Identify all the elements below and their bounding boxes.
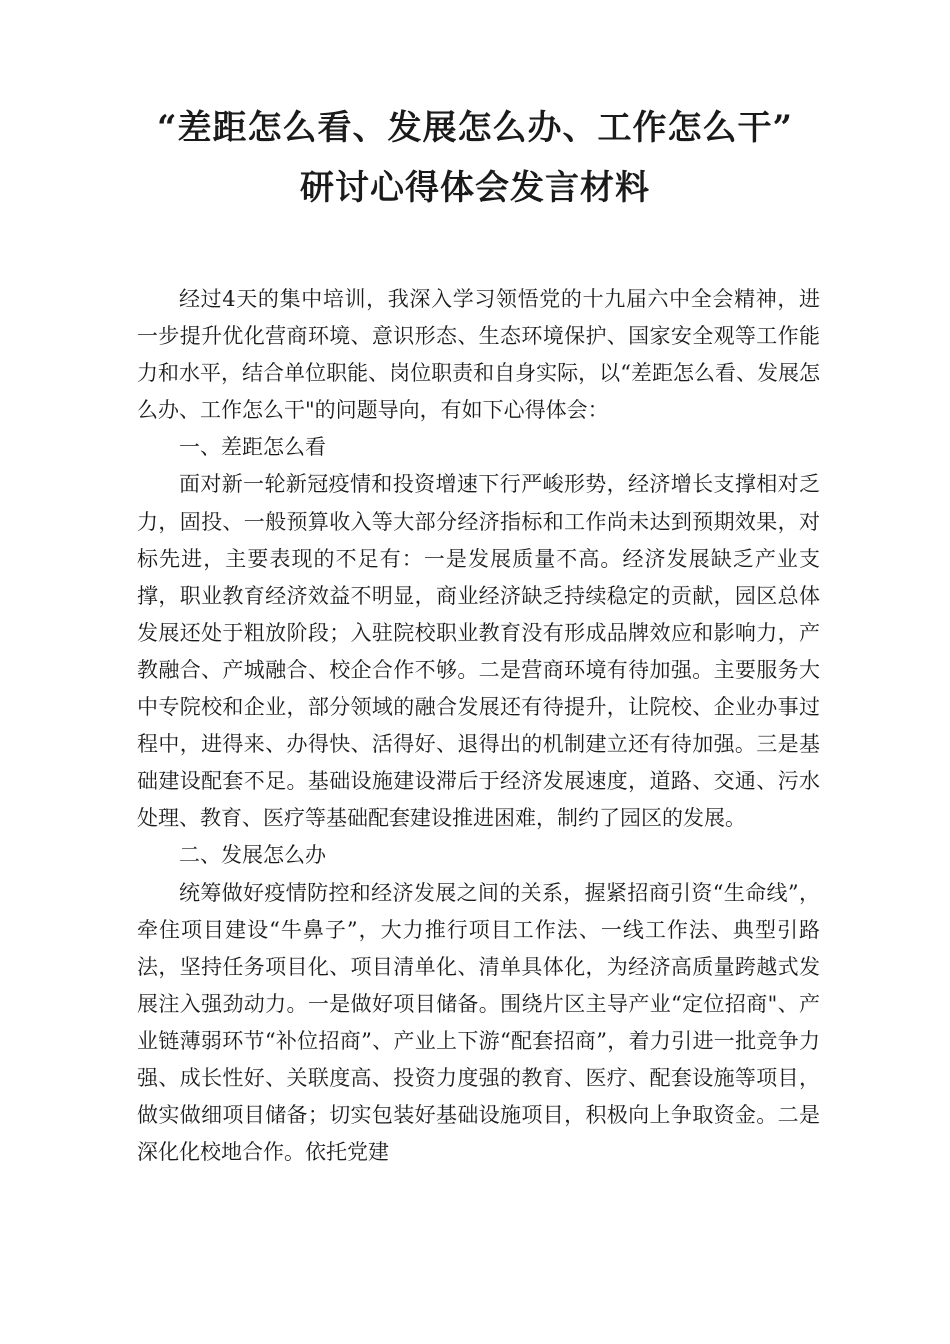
section-1-paragraph: 面对新一轮新冠疫情和投资增速下行严峻形势，经济增长支撑相对乏力，固投、一般预算收入等大部分经济指标和工作尚未达到预期效果，对标先进，主要表现的不足有：一是发展质量不高。经济发展缺乏产业支撑，职业教育经济效益不明显，商业经济缺乏持续稳定的贡献，园区总体发展还处于粗放阶段；入驻院校职业教育没有形成品牌效应和影响力，产教融合、产城融合、校企合作不够。二是营商环境有待加强。主要服务大中专院校和企业，部分领域的融合发展还有待提升，让院校、企业办事过程中，进得来、办得快、活得好、退得出的机制建立还有待加强。三是基础建设配套不足。基础设施建设滞后于经济发展速度，道路、交通、污水处理、教育、医疗等基础配套建设推进困难，制约了园区的发展。 <box>137 472 820 831</box>
intro-paragraph: 经过4天的集中培训，我深入学习领悟党的十九届六中全会精神，进一步提升优化营商环境、意识形态、生态环境保护、国家安全观等工作能力和水平，结合单位职能、岗位职责和自身实际，以“差距怎么看、发展怎么办、工作怎么干"的问题导向，有如下心得体会： <box>137 287 820 423</box>
section-heading-2: 二、发展怎么办 <box>179 843 326 868</box>
section-2-paragraph: 统筹做好疫情防控和经济发展之间的关系，握紧招商引资“生命线”，牵住项目建设“牛鼻子”，大力推行项目工作法、一线工作法、典型引路法，坚持任务项目化、项目清单化、清单具体化，为经济高质量跨越式发展注入强劲动力。一是做好项目储备。围绕片区主导产业“定位招商"、产业链薄弱环节“补位招商”、产业上下游“配套招商”，着力引进一批竞争力强、成长性好、关联度高、投资力度强的教育、医疗、配套设施等项目，做实做细项目储备；切实包装好基础设施项目，积极向上争取资金。二是深化化校地合作。依托党建 <box>137 880 820 1165</box>
document-title-line-2: 研讨心得体会发言材料 <box>300 168 650 208</box>
document-title-line-1: “差距怎么看、发展怎么办、工作怎么干” <box>156 108 794 148</box>
document-body <box>137 281 820 1171</box>
section-heading-1: 一、差距怎么看 <box>179 435 326 460</box>
